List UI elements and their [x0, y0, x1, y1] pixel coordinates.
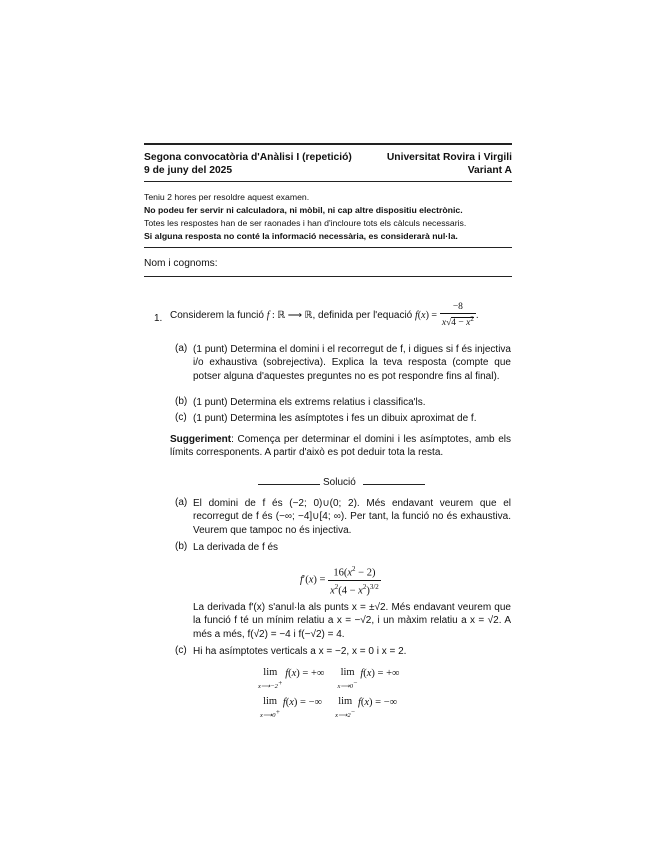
- solution-b-text: La derivada f′(x) s'anul·la als punts x = ±√2. Més endavant veurem que la funció f té un mínim relatiu a x = −√2, i un màxim relatiu a x = √2. A més a més, f(√2) = −4 i f(−√2) = 4.: [193, 602, 511, 640]
- hint-title: Suggeriment: [170, 434, 232, 445]
- instruction-null: Si alguna resposta no conté la informació necessària, es considerarà nul·la.: [144, 231, 458, 241]
- part-c-text: (1 punt) Determina les asímptotes i fes un dibuix aproximat de f.: [193, 413, 477, 424]
- part-a-text: (1 punt) Determina el domini i el recorregut de f, i digues si f és injectiva i/o exhaustiva (sobrejectiva). Explica la teva resposta (compte que potser alguna d'aquestes preguntes no es pot respondre fins al final).: [193, 344, 511, 382]
- university-name: Universitat Rovira i Virgili: [386, 152, 512, 163]
- exam-date: 9 de juny del 2025: [144, 165, 233, 176]
- function-map: f: [266, 310, 270, 322]
- hint-text: : Comença per determinar el domini i les asímptotes, amb els límits corresponents. A partir d'això es pot deduir tota la resta.: [170, 434, 511, 459]
- solution-a-label: (a): [175, 497, 188, 508]
- exam-variant: Variant A: [467, 165, 512, 176]
- limits-row-2: lim x⟶0+ f(x) = −∞ lim x⟶2− f(x) = −∞: [260, 696, 398, 720]
- statement-text: Considerem la funció: [170, 310, 264, 322]
- limits-row-1: lim x⟶−2+ f(x) = +∞ lim x⟶0− f(x) = +∞: [258, 667, 400, 691]
- course-title: Segona convocatòria d'Anàlisi I (repetició): [144, 152, 352, 163]
- problem-statement: Considerem la funció f : ℝ ⟶ ℝ, definida per l'equació f(x) = $\frac{-8}{x√4 - x^2}$ .: [170, 302, 479, 329]
- instructions-rule: [144, 247, 512, 248]
- solution-b-intro: La derivada de f és: [193, 542, 279, 553]
- function-formula: $\frac{-8}{x√4 - x^2}$: [441, 302, 474, 329]
- instruction-reasoning: Totes les respostes han de ser raonades i han d'incloure tots els càlculs necessaris.: [144, 218, 467, 228]
- instruction-devices: No podeu fer servir ni calculadora, ni mòbil, ni cap altre dispositiu electrònic.: [144, 205, 463, 215]
- instruction-time: Teniu 2 hores per resoldre aquest examen.: [144, 192, 310, 202]
- solution-a-text: El domini de f és (−2; 0)∪(0; 2). Més endavant veurem que el recorregut de f és (−∞; −4]∪[4; ∞). Per tant, la funció no és exhaustiva. Veurem que tampoc no és injectiva.: [193, 498, 511, 536]
- name-label: Nom i cognoms:: [144, 258, 218, 269]
- solution-c-text: Hi ha asímptotes verticals a x = −2, x = 0 i x = 2.: [193, 646, 407, 657]
- part-b-label: (b): [175, 396, 188, 407]
- problem-number: 1.: [154, 313, 163, 324]
- derivative-formula: f′(x) = $\frac{16(x^2 - 2)}{x^2(4 - x^2)^{3/2}}$: [300, 565, 379, 596]
- solution-rule-right: [363, 484, 425, 485]
- statement-mid: , definida per l'equació: [312, 310, 413, 322]
- hint-paragraph: [170, 433, 511, 460]
- header-top-rule: [144, 143, 512, 145]
- solution-rule-left: [258, 484, 320, 485]
- part-c-label: (c): [175, 412, 187, 423]
- part-a-label: (a): [175, 343, 188, 354]
- name-rule: [144, 276, 512, 277]
- part-b-text: (1 punt) Determina els extrems relatius i classifica'ls.: [193, 397, 426, 408]
- solution-title: Solució: [323, 477, 356, 488]
- solution-c-label: (c): [175, 645, 187, 656]
- header-rule: [144, 181, 512, 182]
- solution-b-label: (b): [175, 541, 188, 552]
